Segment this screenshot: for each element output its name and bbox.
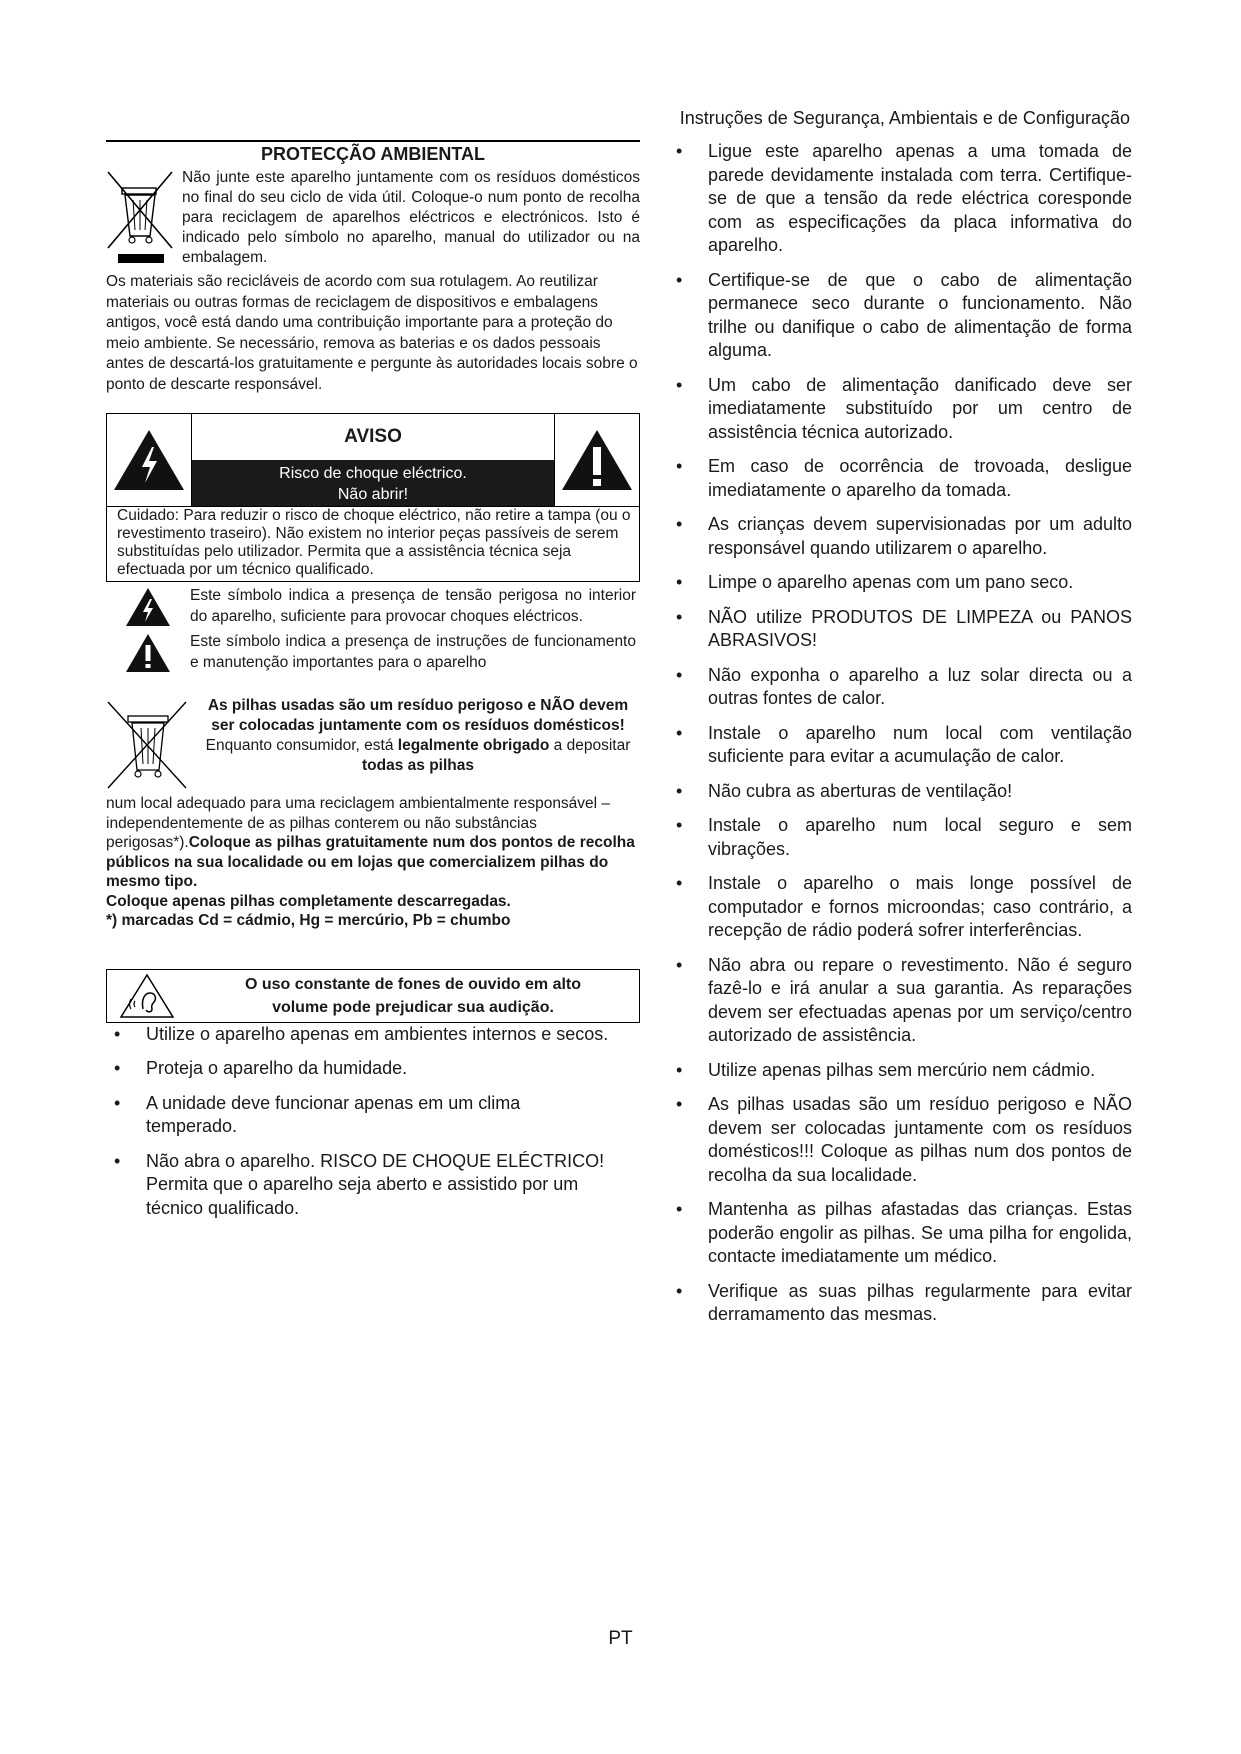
- list-item: • Não abra o aparelho. RISCO DE CHOQUE ELÉCTRICO! Permita que o aparelho seja aberto e assistido por um técnico qualificado.: [114, 1150, 605, 1218]
- bullet-icon: •: [676, 606, 683, 627]
- list-item: • As crianças devem supervisionadas por um adulto responsável quando utilizarem o aparelho.: [676, 514, 1132, 558]
- list-item: • A unidade deve funcionar apenas em um clima temperado.: [114, 1092, 521, 1136]
- page-footer-language: PT: [608, 1628, 633, 1649]
- exclamation-triangle-icon: [555, 414, 639, 506]
- bullet-icon: •: [114, 1092, 121, 1113]
- bullet-icon: •: [676, 1059, 683, 1080]
- bullet-icon: •: [114, 1058, 121, 1078]
- list-item: • Limpe o aparelho apenas com um pano seco.: [672, 571, 1132, 595]
- right-bullet-list: [672, 140, 1132, 1327]
- right-column: [672, 140, 1132, 1338]
- warning-band: [192, 460, 554, 506]
- list-item: • Não cubra as aberturas de ventilação!: [672, 780, 1132, 804]
- battery-text-3: num local adequado para uma reciclagem ambientalmente responsável – independentemente de as pilhas conterem ou não substâncias perigosas*).: [106, 795, 611, 851]
- lightning-triangle-icon: [107, 414, 191, 506]
- symbol-description: Este símbolo indica a presença de instruções de funcionamento e manutenção importantes para o aparelho: [190, 633, 636, 671]
- list-item: • Instale o aparelho num local com ventilação suficiente para evitar a acumulação de calor.: [676, 722, 1132, 766]
- left-bullet-list: [106, 1023, 616, 1221]
- list-item: • Utilize o aparelho apenas em ambientes internos e secos.: [106, 1023, 616, 1047]
- list-item: • Instale o aparelho o mais longe possível de computador e fornos microondas; caso contrário, a recepção de rádio poderá sofrer interferências.: [676, 873, 1132, 940]
- bullet-icon: •: [676, 815, 683, 835]
- list-item: • Instale o aparelho num local seguro e sem vibrações.: [676, 815, 1132, 859]
- bullet-icon: •: [676, 1094, 683, 1114]
- lightning-triangle-icon: [106, 586, 190, 628]
- symbol-row: [106, 586, 640, 628]
- bullet-icon: •: [676, 514, 683, 534]
- left-column: [106, 140, 640, 1231]
- battery-bold-6: *) marcadas Cd = cádmio, Hg = mercúrio, Pb = chumbo: [106, 912, 511, 929]
- environment-title: PROTECÇÃO AMBIENTAL: [106, 140, 640, 166]
- list-item: • Utilize apenas pilhas sem mercúrio nem cádmio.: [672, 1059, 1132, 1083]
- crossed-bin-icon: [106, 168, 176, 268]
- hearing-warning-line-2: volume pode prejudicar sua audição.: [272, 998, 554, 1016]
- bullet-icon: •: [676, 664, 683, 685]
- warning-box: [106, 413, 640, 582]
- list-item: • Um cabo de alimentação danificado deve ser imediatamente substituído por um centro de assistência técnica autorizado.: [676, 374, 1132, 442]
- battery-text-2: a depositar: [549, 737, 631, 754]
- battery-text-1: Enquanto consumidor, está: [205, 737, 398, 754]
- list-item: • Proteja o aparelho da humidade.: [106, 1057, 616, 1081]
- battery-bold-3: todas as pilhas: [362, 757, 474, 774]
- warning-line-2: Não abrir!: [337, 486, 409, 503]
- exclamation-triangle-icon: [106, 632, 190, 674]
- bullet-icon: •: [676, 572, 683, 592]
- bullet-icon: •: [676, 1199, 683, 1219]
- environment-intro-block: [106, 168, 640, 268]
- list-item: • Não exponha o aparelho a luz solar directa ou a outras fontes de calor.: [676, 664, 1132, 708]
- battery-disposal-block: [106, 696, 640, 931]
- bullet-icon: •: [676, 456, 683, 476]
- battery-bold-4: Coloque as pilhas gratuitamente num dos pontos de recolha públicos na sua localidade ou em lojas que comercializem pilhas do mesmo tipo.: [106, 834, 635, 890]
- warning-caution-text: Cuidado: Para reduzir o risco de choque eléctrico, não retire a tampa (ou o revestimento traseiro). Não existem no interior peças passíveis de serem substituídas pelo utilizador. Permita que a assistência técnica seja efectuada por um técnico qualificado.: [117, 507, 631, 578]
- list-item: • Certifique-se de que o cabo de alimentação permanece seco durante o funcionamento. Não trilhe ou danifique o cabo de alimentação de forma alguma.: [676, 269, 1132, 360]
- bullet-icon: •: [676, 954, 683, 975]
- bullet-icon: •: [676, 1280, 683, 1301]
- bullet-icon: •: [676, 374, 683, 395]
- list-item: • Mantenha as pilhas afastadas das crianças. Estas poderão engolir as pilhas. Se uma pilha for engolida, contacte imediatamente um médico.: [676, 1199, 1132, 1266]
- bullet-icon: •: [676, 873, 683, 893]
- list-item: • Em caso de ocorrência de trovoada, desligue imediatamente o aparelho da tomada.: [676, 456, 1132, 500]
- environment-body-text: Os materiais são recicláveis de acordo com sua rotulagem. Ao reutilizar materiais ou outras formas de reciclagem de dispositivos e embalagens antigos, você está dando uma contribuição importante para a proteção do meio ambiente. Se necessário, remova as baterias e os dados pessoais antes de descartá-los gratuitamente e pergunte às autoridades locais sobre o ponto de descarte responsável.: [106, 273, 638, 393]
- warning-line-1: Risco de choque eléctrico.: [279, 465, 467, 482]
- battery-bold-1: As pilhas usadas são um resíduo perigoso e NÃO devem ser colocadas juntamente com os resíduos domésticos!: [207, 697, 629, 734]
- battery-warning-text: [196, 696, 640, 794]
- ear-warning-icon: [107, 973, 187, 1019]
- battery-warning-continued: [106, 794, 640, 931]
- bullet-icon: •: [676, 722, 683, 743]
- list-item: • Verifique as suas pilhas regularmente para evitar derramamento das mesmas.: [676, 1280, 1132, 1324]
- battery-bold-2: legalmente obrigado: [397, 737, 550, 754]
- hearing-warning-line-1: O uso constante de fones de ouvido em alto: [244, 975, 582, 993]
- list-item: • Ligue este aparelho apenas a uma tomada de parede devidamente instalada com terra. Certifique-se de que a tensão da rede eléctrica coresponde com as especificações da placa informativa do aparelho.: [676, 141, 1132, 255]
- warning-title: AVISO: [344, 426, 402, 447]
- bullet-icon: •: [676, 780, 683, 801]
- symbol-description: Este símbolo indica a presença de tensão perigosa no interior do aparelho, suficiente para provocar choques eléctricos.: [190, 587, 636, 625]
- list-item: • As pilhas usadas são um resíduo perigoso e NÃO devem ser colocadas juntamente com os resíduos domésticos!!! Coloque as pilhas num dos pontos de recolha da sua localidade.: [676, 1094, 1132, 1185]
- battery-bold-5: Coloque apenas pilhas completamente descarregadas.: [106, 892, 511, 910]
- hearing-warning-box: [106, 969, 640, 1023]
- bullet-icon: •: [114, 1150, 121, 1171]
- environment-intro-text: Não junte este aparelho juntamente com os resíduos domésticos no final do seu ciclo de vida útil. Coloque-o num ponto de recolha para reciclagem de aparelhos eléctricos e electrónicos. Isto é indicado pelo símbolo no aparelho, manual do utilizador ou na embalagem.: [182, 169, 640, 266]
- bullet-icon: •: [114, 1023, 121, 1044]
- page-header-title: Instruções de Segurança, Ambientais e de Configuração: [679, 108, 1130, 128]
- crossed-bin-icon: [106, 696, 196, 794]
- list-item: • Não abra ou repare o revestimento. Não é seguro fazê-lo e irá anular a sua garantia. As reparações devem ser efectuadas apenas por um serviço/centro autorizado de assistência.: [676, 954, 1132, 1045]
- bullet-icon: •: [676, 141, 683, 161]
- list-item: • NÃO utilize PRODUTOS DE LIMPEZA ou PANOS ABRASIVOS!: [676, 606, 1132, 650]
- symbol-row: [106, 632, 640, 674]
- bullet-icon: •: [676, 269, 683, 290]
